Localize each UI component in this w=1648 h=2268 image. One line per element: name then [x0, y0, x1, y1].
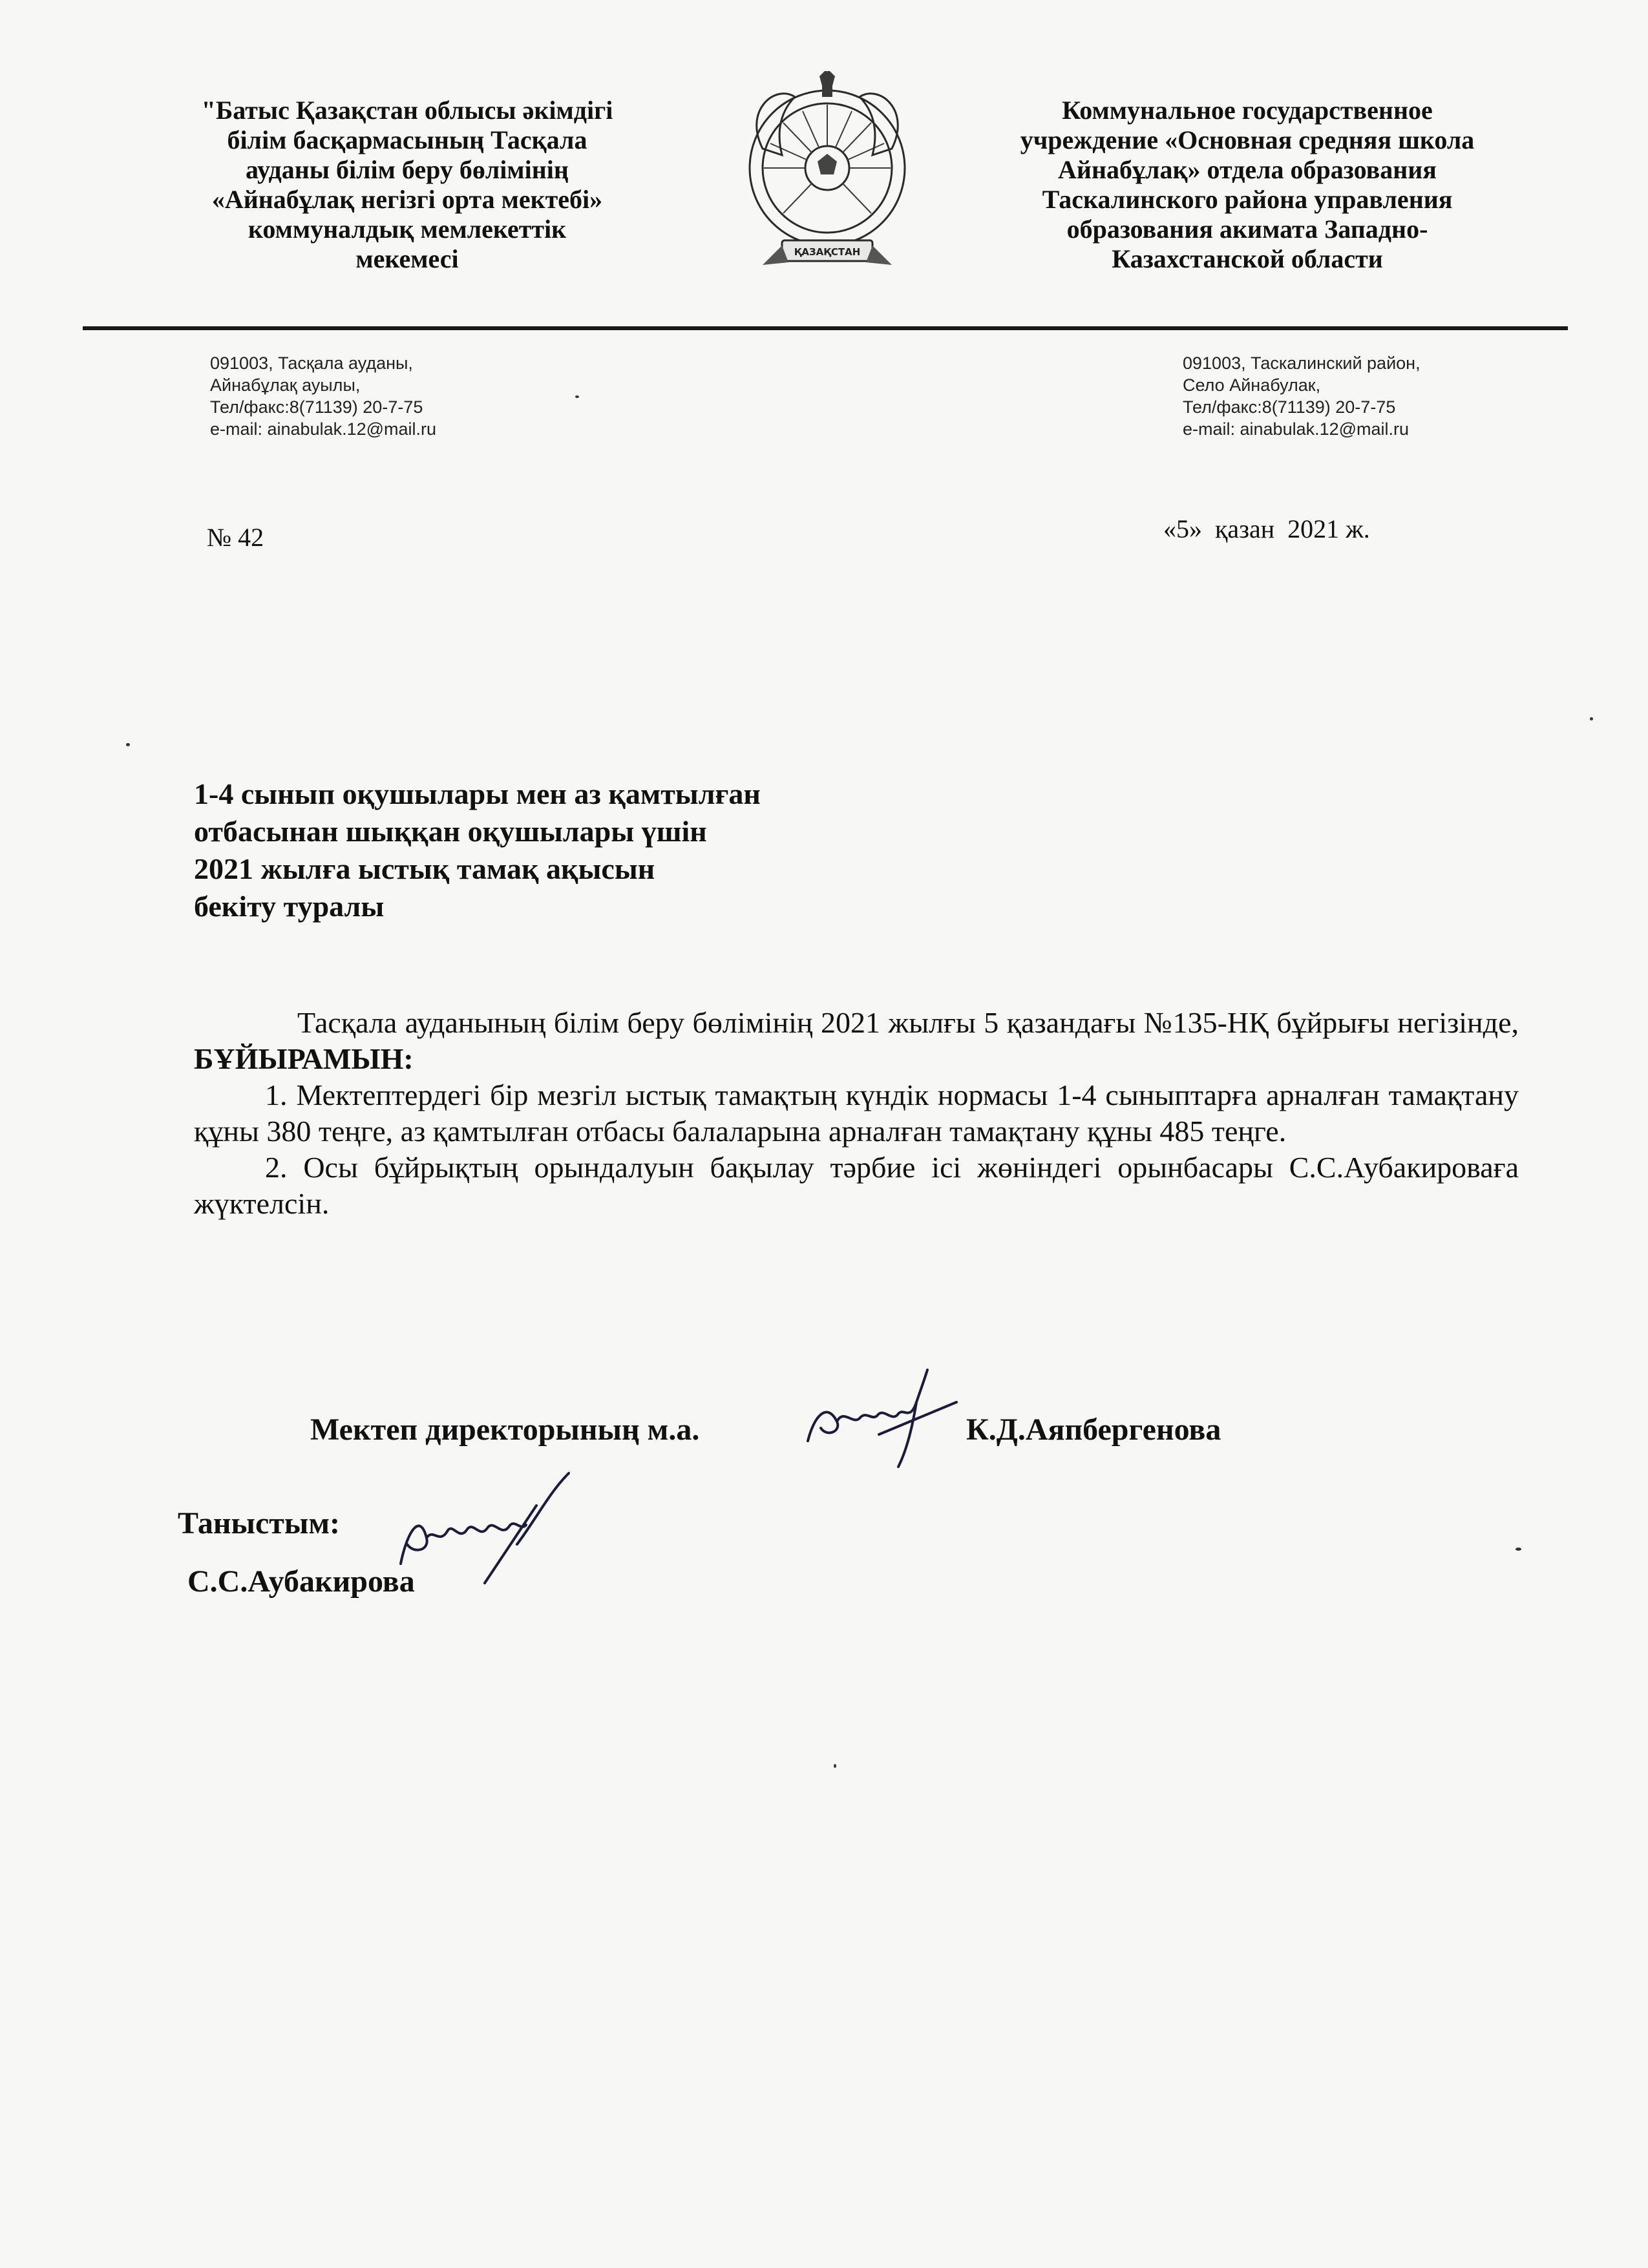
document-body: [194, 1005, 1519, 1222]
org-ru-line: Коммунальное государственное: [1062, 96, 1433, 125]
address-line: 091003, Таскалинский район,: [1183, 353, 1421, 373]
title-line: отбасынан шыққан оқушылары үшін: [194, 815, 707, 848]
document-date: «5» қазан 2021 ж.: [1163, 514, 1370, 543]
org-kz-line: мекемесі: [355, 244, 459, 273]
org-kz-line: коммуналдық мемлекеттік: [248, 215, 567, 244]
address-kz: [210, 352, 436, 440]
org-ru-line: образования акимата Западно-: [1066, 215, 1428, 244]
acknowledgement-name: С.С.Аубакирова: [187, 1564, 415, 1599]
org-ru-line: учреждение «Основная средняя школа: [1020, 125, 1475, 154]
address-line: Айнабұлақ ауылы,: [210, 375, 361, 395]
org-ru-line: Таскалинского района управления: [1042, 185, 1453, 214]
address-line: Тел/факс:8(71139) 20-7-75: [1183, 397, 1396, 417]
scan-speck: [126, 743, 130, 746]
address-line: 091003, Тасқала ауданы,: [210, 353, 413, 373]
org-kz-line: «Айнабұлақ негізгі орта мектебі»: [211, 185, 603, 214]
document-title: [194, 775, 761, 925]
address-ru: [1183, 352, 1421, 440]
scan-speck: [1516, 1548, 1521, 1551]
order-item-2: 2. Осы бұйрықтың орындалуын бақылау тәрбие ісі жөніндегі орынбасары С.С.Аубакироваға жүктелсін.: [194, 1151, 1519, 1220]
address-line: Тел/факс:8(71139) 20-7-75: [210, 397, 423, 417]
scan-speck: [575, 395, 579, 398]
org-ru-line: Казахстанской области: [1112, 244, 1383, 273]
order-keyword: БҰЙЫРАМЫН:: [194, 1042, 414, 1075]
intro-text: Тасқала ауданының білім беру бөлімінің 2021 жылғы 5 қазандағы №135-НҚ бұйрығы негізінде,: [297, 1006, 1519, 1039]
scan-speck: [834, 1764, 836, 1768]
kazakhstan-state-emblem-icon: [737, 71, 918, 284]
scan-speck: [1590, 717, 1593, 720]
title-line: бекіту туралы: [194, 890, 385, 923]
title-line: 1-4 сынып оқушылары мен аз қамтылған: [194, 777, 761, 810]
organization-name-kz: [142, 96, 672, 274]
title-line: 2021 жылға ыстық тамақ ақысын: [194, 852, 655, 885]
org-kz-line: білім басқармасының Тасқала: [227, 125, 587, 154]
address-line: Село Айнабулак,: [1183, 375, 1321, 395]
intro-paragraph: [194, 1005, 1519, 1077]
org-ru-line: Айнабұлақ» отдела образования: [1058, 155, 1437, 184]
address-line: e-mail: ainabulak.12@mail.ru: [1183, 419, 1410, 439]
order-item-1: 1. Мектептердегі бір мезгіл ыстық тамақтың күндік нормасы 1-4 сыныптарға арналған тамақтану құны 380 теңге, аз қамтылған отбасы балаларына арналған тамақтану құны 485 теңге.: [194, 1078, 1519, 1148]
director-signature: [801, 1363, 969, 1473]
organization-name-ru: [982, 96, 1512, 274]
acknowledgement-signature: [388, 1467, 582, 1596]
address-line: e-mail: ainabulak.12@mail.ru: [210, 419, 437, 439]
document-number: № 42: [207, 523, 264, 552]
emblem-ribbon-text: ҚАЗАҚСТАН: [794, 246, 861, 258]
org-kz-line: ауданы білім беру бөлімінің: [246, 155, 569, 184]
header-divider: [83, 326, 1568, 330]
acknowledgement-label: Таныстым:: [178, 1506, 340, 1540]
director-title: Мектеп директорының м.а.: [310, 1412, 700, 1447]
org-kz-line: "Батыс Қазақстан облысы әкімдігі: [201, 96, 613, 125]
director-name: К.Д.Аяпбергенова: [966, 1412, 1221, 1447]
